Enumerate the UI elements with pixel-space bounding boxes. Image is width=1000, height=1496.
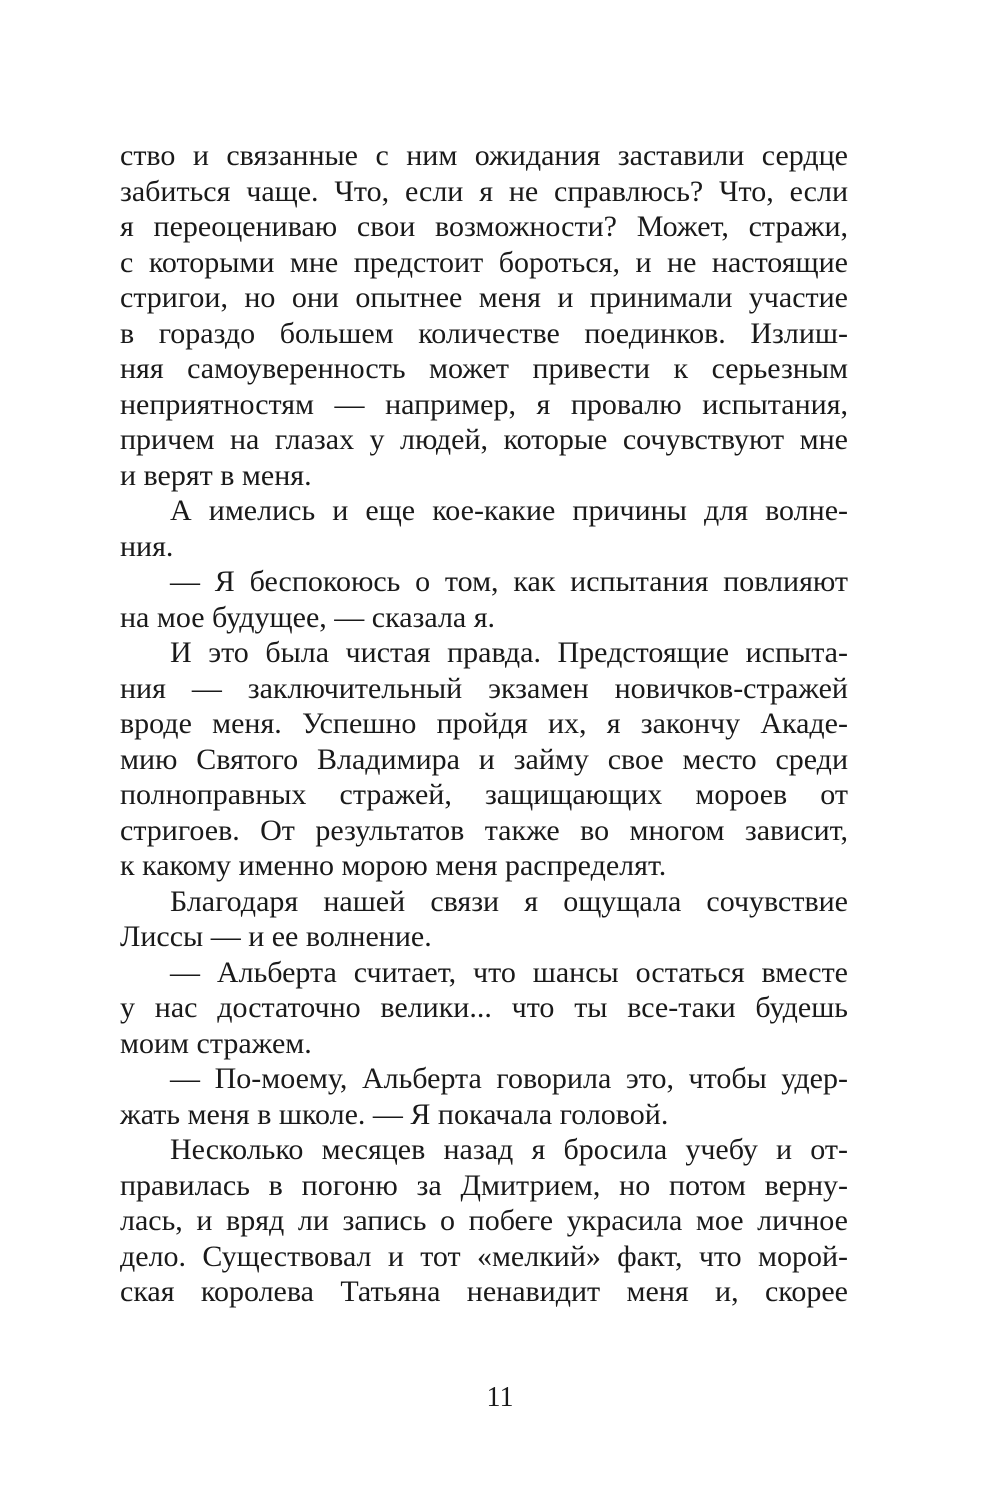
text-line: правилась в погоню за Дмитрием, но потом верну- (120, 1168, 848, 1202)
text-line: Лиссы — и ее волнение. (120, 920, 432, 953)
text-line: с которыми мне предстоит бороться, и не настоящие (120, 245, 848, 279)
text-line: дело. Существовал и тот «мелкий» факт, что морой- (120, 1239, 848, 1273)
text-line: на мое будущее, — сказала я. (120, 600, 496, 634)
text-line: у нас достаточно велики... что ты все-таки будешь (120, 991, 848, 1024)
text-line: мию Святого Владимира и займу свое место среди (120, 742, 848, 776)
body-text (120, 138, 848, 1310)
text-line: я переоцениваю свои возможности? Может, стражи, (120, 210, 848, 243)
text-line: причем на глазах у людей, которые сочувствуют мне (120, 423, 848, 456)
text-line: Благодаря нашей связи я ощущала сочувствие (170, 884, 848, 918)
text-line: стригоев. От результатов также во многом зависит, (120, 813, 848, 847)
text-line: жать меня в школе. — Я покачала головой. (120, 1097, 669, 1131)
text-line: ния. (120, 529, 174, 563)
text-line: и верят в меня. (120, 458, 312, 492)
text-line: вроде меня. Успешно пройдя их, я закончу Акаде- (120, 707, 848, 740)
text-line: к какому именно морою меня распределят. (120, 849, 667, 882)
text-line: полноправных стражей, защищающих мороев от (120, 778, 848, 811)
text-line: ство и связанные с ним ожидания заставили сердце (120, 139, 848, 172)
text-line: ская королева Татьяна ненавидит меня и, скорее (120, 1275, 848, 1308)
text-line: моим стражем. (120, 1026, 312, 1060)
text-line: няя самоуверенность может привести к серьезным (120, 352, 848, 385)
text-line: А имелись и еще кое-какие причины для волне- (170, 494, 848, 527)
text-line: — Альберта считает, что шансы остаться вместе (170, 955, 848, 989)
text-line: — Я беспокоюсь о том, как испытания повлияют (170, 565, 848, 598)
text-line: в гораздо большем количестве поединков. Излиш- (120, 316, 848, 350)
text-line: забиться чаще. Что, если я не справлюсь? Что, если (120, 174, 848, 208)
text-line: неприятностям — например, я провалю испытания, (120, 387, 848, 421)
page-number: 11 (486, 1382, 514, 1413)
text-line: Несколько месяцев назад я бросила учебу и от- (170, 1133, 848, 1166)
text-line: стригои, но они опытнее меня и принимали участие (120, 281, 848, 314)
text-line: — По-моему, Альберта говорила это, чтобы удер- (170, 1062, 848, 1095)
text-line: ния — заключительный экзамен новичков-стражей (120, 671, 848, 705)
text-line: И это была чистая правда. Предстоящие испыта- (170, 636, 848, 669)
text-line: лась, и вряд ли запись о побеге украсила мое личное (120, 1204, 848, 1237)
